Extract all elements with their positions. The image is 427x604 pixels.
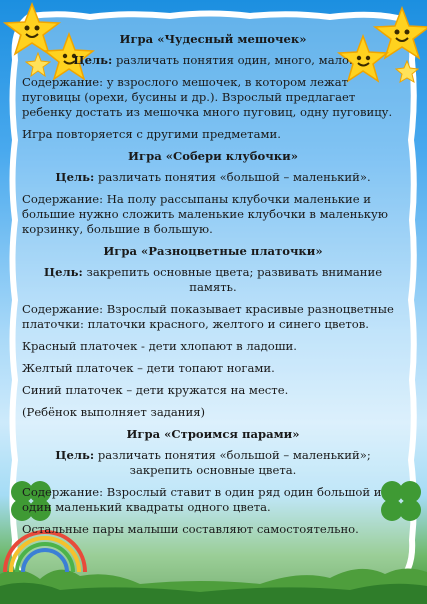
goal-label: Цель: [73,53,113,67]
goal-label: Цель: [55,448,95,462]
game-title: Игра «Собери клубочки» [128,149,298,163]
document-body [22,32,404,544]
game-paragraph: Содержание: у взрослого мешочек, в котором лежат пуговицы (орехи, бусины и др.). Взрослый предлагает ребенку достать из мешочка много пуговиц, одну пуговицу. [22,75,393,119]
game-paragraph: (Ребёнок выполняет задания) [22,405,206,419]
goal-text: закрепить основные цвета; развивать внимание память. [82,265,383,294]
game-goal [22,265,404,295]
goal-text: различать понятия «большой – маленький»; закрепить основные цвета. [94,448,371,477]
game-paragraph: Игра повторяется с другими предметами. [22,127,281,141]
game-goal [22,53,404,68]
game-paragraph: Желтый платочек – дети топают ногами. [22,361,275,375]
game-paragraph: Содержание: На полу рассыпаны клубочки маленькие и большие нужно сложить маленькие клубочки в маленькую корзинку, большие в большую. [22,192,388,236]
game-paragraph: Остальные пары малыши составляют самостоятельно. [22,522,359,536]
game-paragraph: Содержание: Взрослый показывает красивые разноцветные платочки: платочки красного, желтого и синего цветов. [22,302,394,331]
goal-text: различать понятия «большой – маленький». [94,170,371,184]
goal-label: Цель: [55,170,95,184]
game-paragraph: Синий платочек – дети кружатся на месте. [22,383,289,397]
game-goal [22,448,404,478]
game-title: Игра «Строимся парами» [126,427,300,441]
game-goal [22,170,404,185]
game-title: Игра «Разноцветные платочки» [103,244,323,258]
game-paragraph: Красный платочек - дети хлопают в ладоши. [22,339,297,353]
game-title: Игра «Чудесный мешочек» [119,32,307,46]
goal-text: различать понятия один, много, мало. [112,53,353,67]
goal-label: Цель: [43,265,83,279]
game-paragraph: Содержание: Взрослый ставит в один ряд один большой и один маленький квадраты одного цвета. [22,485,382,514]
